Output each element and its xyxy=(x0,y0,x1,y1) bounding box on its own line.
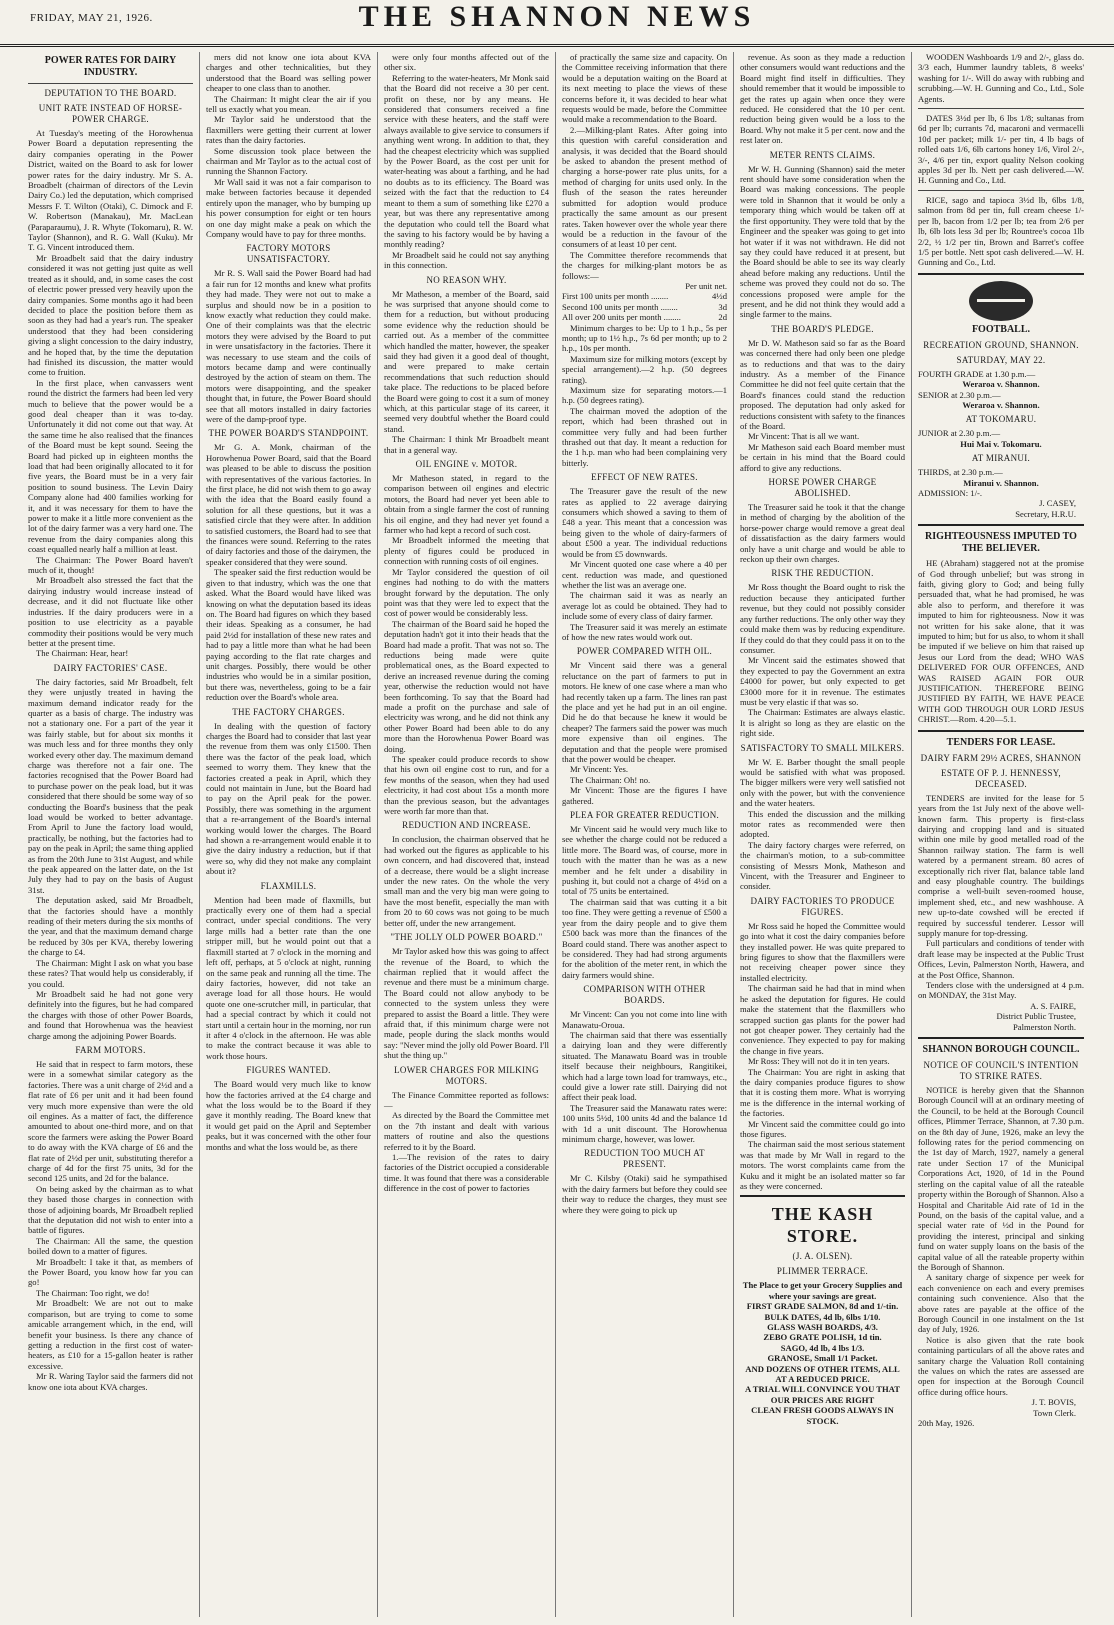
tenders-title: TENDERS FOR LEASE. xyxy=(946,736,1056,748)
football-icon xyxy=(969,281,1033,321)
fixture: THIRDS, at 2.30 p.m.— xyxy=(918,467,1003,478)
subhead: FIGURES WANTED. xyxy=(246,1065,331,1076)
column-6 xyxy=(912,52,1090,1617)
paragraph: of practically the same size and capacity. On the Committee receiving information that there would be a deputation waiting on the Board at its next meeting to place the views of these concerns before it, it was decided to hear what requests would be made, before the Committee would make a recommendation to the Board. xyxy=(562,52,727,125)
paragraph: The chairman moved the adoption of the report, which had been thrashed out in committee very fully and had been further thrashed out that day. It meant a reduction for the 1 h.p. man who had been complaining very bitterly. xyxy=(562,405,727,468)
subhead: THE POWER BOARD'S STANDPOINT. xyxy=(208,428,369,439)
fixture-match: Weraroa v. Shannon. xyxy=(962,379,1040,390)
paragraph: Some discussion took place between the chairman and Mr Taylor as to the actual cost of running the Shannon Factory. xyxy=(206,145,371,177)
tenders-sub: DAIRY FARM 29½ ACRES, SHANNON xyxy=(920,752,1082,763)
paragraph: The chairman said that there was essentially a dairying loan and they were differently situated. The Manawatu Board was in trouble itself because their neighbours, Rangitikei, which had a large town load for tramways, etc., could give a lower rate still. Dairying did not affect their peak load. xyxy=(562,1029,727,1103)
subhead: HORSE POWER CHARGE ABOLISHED. xyxy=(768,477,877,499)
paragraph: Maximum size for separating motors.—1 h.p. (50 degrees rating). xyxy=(562,385,727,406)
tenders-body: TENDERS are invited for the lease for 5 years from the 1st July next of the above well-known farm. This property is first-class dairying and cropping land and is situated within one mile by good metalled road of the Shannon railway station. The farm is well watered by a permanent stream. 80 acres of exceptionally rich river flat, balance table land and easy ploughable country. The buildings comprise a well-built seven-roomed house, implement shed, etc., and new washhouse. A new up-to-date cowshed will be erected if required by successful tenderer. Lessor will supply manure for top-dressing. xyxy=(918,792,1084,938)
paragraph: The dairy factories, said Mr Broadbelt, felt they were unjustly treated in having the maximum demand indicator ready for the quarter as a basis of charge. The industry was not a stationary one. For a part of the year it was fairly stable, but for about six months it was much less and for three months they only worked every other day. The maximum demand charge was therefore not a fair one. The factories recognised that the Power Board had to purchase power on the peak load, but it was considered that there should be some way of so conducting the Board's business that the peak load would be worked to better advantage. From April to June the factory load would, practically, be nothing, but the factories had to pay on the peak in April; the same thing applied as from the 20th June to 31st August, and while the peak appeared on the latter date, on the 1st July they had to pay on the basis of August 31st. xyxy=(28,676,193,895)
admission: ADMISSION: 1/-. xyxy=(918,487,982,498)
signature: Town Clerk. xyxy=(1033,1407,1076,1418)
signature: District Public Trustee, xyxy=(996,1011,1076,1022)
paragraph: Mr Vincent said the committee could go into those figures. xyxy=(740,1118,905,1139)
kash-store-ad xyxy=(740,1195,905,1426)
paragraph: The chairman of the Board said he hoped the deputation hadn't got it into their heads that the Board had made a profit. That was not so. The reductions being made were quite problematical ones, as the Board expected to derive an increased revenue during the coming year, otherwise the reduction would not have been forthcoming. To say that the Board had made a profit on the purchase and sale of electricity was wrong, and he did not think any other Power Board had been able to do any more than the Horowhenua Power Board was doing. xyxy=(384,618,549,754)
subhead: FACTORY MOTORS UNSATISFACTORY. xyxy=(246,243,331,265)
paragraph: Mr Vincent: Yes. xyxy=(570,764,629,775)
subhead: COMPARISON WITH OTHER BOARDS. xyxy=(583,984,706,1006)
rates-header: Per unit net. xyxy=(685,280,727,291)
column-1 xyxy=(22,52,200,1617)
paragraph: Mr Vincent: Those are the figures I have gathered. xyxy=(562,785,727,806)
paragraph: were only four months affected out of the other six. xyxy=(384,52,549,73)
paragraph: The chairman said he had that in mind when he asked the deputation for figures. He could make the statement that the flaxmillers who scrapped suction gas plants for the power had not got cheaper power. They certainly had the convenience. They expected to pay for making the change in five years. xyxy=(740,983,905,1056)
paragraph: At Tuesday's meeting of the Horowhenua Power Board a deputation representing the dairy companies operating in the Power District, waited on the Board to ask for lower power rates for the dairy industry. Mr S. A. Broadbelt (chairman of directors of the Levin Dairy Co.) led the deputation, which comprised Messrs F. T. Wilton (Otaki), C. Dimock and F. W. Robertson (Manakau), Mr. MacLean (Paraparaumu), J. R. Whyte (Tokomaru), R. W. Taylor (Shannon), and R. G. Wall (Kuku). Mr T. G. Vincent introduced them. xyxy=(28,128,193,253)
righteousness-title: RIGHTEOUSNESS IMPUTED TO THE BELIEVER. xyxy=(925,531,1077,555)
signature: J. T. BOVIS, xyxy=(1031,1397,1076,1408)
fixture-match: Weraroa v. Shannon. xyxy=(962,399,1040,410)
paragraph: The Treasurer said the Manawatu rates were: 100 units 5½d, 100 units 4d and the balance 1d with 1d a unit discount. The Horowhenua minimum charge, however, was lower. xyxy=(562,1102,727,1144)
tenders-body: Tenders close with the undersigned at 4 p.m. on MONDAY, the 31st May. xyxy=(918,980,1084,1001)
subhead: EFFECT OF NEW RATES. xyxy=(591,472,698,483)
paragraph: 1.—The revision of the rates to dairy factories of the District occupied a considerable time. It was found that there was a considerable difference in the cost of power to factories xyxy=(384,1152,549,1194)
righteousness-body: HE (Abraham) staggered not at the promise of God through unbelief; but was strong in faith, giving glory to God; and being fully persuaded that, what he had promised, he was able also to perform, and therefore it was imputed to him for righteousness. Now it was not written for his sake alone, that it was imputed to him; but for us also, to whom it shall be imputed if we believe on him that raised up Jesus our Lord from the dead; WHO WAS DELIVERED FOR OUR OFFENCES, AND WAS RAISED AGAIN FOR OUR JUSTIFICATION. THEREFORE BEING JUSTIFIED BY FAITH, WE HAVE PEACE WITH GOD THROUGH OUR LORD JESUS CHRIST.—Rom. 4.20—5.1. xyxy=(918,558,1084,725)
signature: Secretary, H.R.U. xyxy=(1015,508,1076,519)
rate-value: 3d xyxy=(718,301,727,312)
paragraph: The Committee therefore recommends that the charges for milking-plant motors be as follows:— xyxy=(562,249,727,281)
ad-tagline: The Place to get your Grocery Supplies and where your savings are great. xyxy=(742,1280,903,1301)
tenders-body: Full particulars and conditions of tender with draft lease may be inspected at the Public Trust Offices, Levin, Palmerston North, Hawera, and at the Post Office, Shannon. xyxy=(918,938,1084,980)
paragraph: The Board would very much like to know how the factories arrived at the £4 charge and what the loss would be to the Board if they gave it monthly reading. The Board knew that it would get paid on the April and September peaks, but it was concerned with the other four months and what the loss would be, as there xyxy=(206,1079,371,1152)
ad-item: FIRST GRADE SALMON, 8d and 1/-tin. xyxy=(746,1301,899,1312)
signature: A. S. FAIRE, xyxy=(1030,1000,1076,1011)
ad-title: THE KASH STORE. xyxy=(771,1204,874,1247)
paragraph: This ended the discussion and the milking motor rates as recommended were then adopted. xyxy=(740,808,905,840)
ad-rice: RICE, sago and tapioca 3½d lb, 6lbs 1/8, salmon from 8d per tin, full cream cheese 1/- per lb, bacon from 1/2 per lb; tea from 2/6 per lb, 6lb lots less 3d per lb; Rountree's cocoa 1lb 2/2, ½ 1/2 per tin, Brown and Barret's coffee 1/5 per bottle. Nett spot cash delivered.—W. H. Gunning and Co., Ltd. xyxy=(918,194,1084,268)
paragraph: Mr Ross: They will not do it in ten years. xyxy=(748,1056,890,1067)
paragraph: The Chairman: I think Mr Broadbelt meant that in a general way. xyxy=(384,434,549,455)
column-5 xyxy=(734,52,912,1617)
signature: Palmerston North. xyxy=(1012,1021,1076,1032)
fixture-match: Hui Mai v. Tokomaru. xyxy=(960,438,1042,449)
ad-owner: (J. A. OLSEN). xyxy=(792,1251,853,1262)
paragraph: Mr C. Kilsby (Otaki) said he sympathised with the dairy farmers but before they could see their way to reduce the charges, they must see where they were going to pick up xyxy=(562,1173,727,1215)
rate-value: 4½d xyxy=(711,291,727,302)
subhead: REDUCTION TOO MUCH AT PRESENT. xyxy=(584,1148,705,1170)
tenders-sub: ESTATE OF P. J. HENNESSY, DECEASED. xyxy=(941,767,1061,789)
paragraph: The Finance Committee reported as follows:— xyxy=(384,1089,549,1110)
paragraph: The Chairman: You are right in asking that the dairy companies produce figures to show that it is costing them more. What is worrying me is the difference in the internal working of the factories. xyxy=(740,1066,905,1119)
paragraph: Referring to the water-heaters, Mr Monk said that the Board did not receive a 30 per cent. profit on these, nor by any means. He considered that consumers received a fine service with these heaters, and the staff were always available to give service to consumers if anything went wrong. In addition to that, they had the cheapest electricity which was supplied by the Power Board, as the cost per unit for water-heating was about a farthing, and he had no doubts as to its efficiency. The Board was seized with the fact that the reduction to £4 meant to them a sum of something like £270 a year, but was there any representative among the deputation who could tell the Board what the saving to his factory would be by having a monthly reading? xyxy=(384,72,549,250)
ad-item: AND DOZENS OF OTHER ITEMS, ALL AT A REDUCED PRICE. xyxy=(745,1363,900,1385)
paragraph: The Chairman: Might I ask on what you base these rates? That would help us considerably, if you could. xyxy=(28,957,193,989)
paragraph: Mr R. S. Wall said the Power Board had had a fair run for 12 months and knew what profits they had made. They were not out to make a surplus and should now be in a position to know exactly what reduction they could make. One of their complaints was that the electric motors they were advised by the Board to put in were unsatisfactory in the factories. There it was necessary to use steam and the coils of motors became damp and were continually destroyed by the action of steam on them. The motors were disappointing, and the speaker thought that, in future, the Power Board should see that all motors installed in dairy factories were of the damp-proof type. xyxy=(206,268,371,424)
paragraph: Mr W. E. Barber thought the small people would be satisfied with what was proposed. The bigger milkers were very well satisfied not only with the power, but with the convenience and the water heaters. xyxy=(740,756,905,809)
ad-item: GLASS WASH BOARDS, 4/3. xyxy=(767,1322,878,1333)
fixture: JUNIOR at 2.30 p.m.— xyxy=(918,428,1001,439)
column-2 xyxy=(200,52,378,1617)
subhead: POWER COMPARED WITH OIL. xyxy=(576,646,713,657)
rate-row xyxy=(562,312,727,322)
paragraph: The dairy factory charges were referred, on the chairman's motion, to a sub-committee consisting of Messrs Monk, Matheson and Vincent, with the Treasurer and Engineer to consider. xyxy=(740,839,905,892)
football-title: FOOTBALL. xyxy=(971,323,1031,335)
paragraph: Mr G. A. Monk, chairman of the Horowhenua Power Board, said that the Board was pleased to be able to discuss the position with representatives of the various factories. In the first place, he did not wish them to go away with the idea that the Board easily found a solution for all these questions, but it was a satisfied circle that they were after. In addition to satisfied customers, the Board had to see that the finances were sound. Referring to the rates of dairy factories and those of the dairymen, the speaker considered that they were sound. xyxy=(206,442,371,567)
subhead: THE BOARD'S PLEDGE. xyxy=(771,323,874,334)
rate-label: All over 200 units per month ........ xyxy=(562,312,681,323)
ad-address: PLIMMER TERRACE. xyxy=(776,1266,869,1277)
subhead: METER RENTS CLAIMS. xyxy=(769,149,876,160)
paragraph: In conclusion, the chairman observed that he had worked out the figures as applicable to his own concern, and had discovered that, instead of a decrease, there would be a slight increase under the new rates. On the whole the very small man and the very big man were going to have the most benefit, especially the man with from 20 to 60 cows was not going to be much better off, under the new arrangement. xyxy=(384,834,549,928)
subhead: FLAXMILLS. xyxy=(260,880,317,891)
paragraph: Mr Matheson, a member of the Board, said he was surprised that anyone should come to them for a reduction, but without producing some evidence why the reduction should be carried out. As a member of the committee which handled the matter, however, the speaker said they had given it a good deal of thought, and were prepared to make certain recommendations that such reduction should take place. The reductions to be placed before the Board were going to cost it a sum of money which, at this particular stage of its career, it seemed very doubtful whether the Board could stand. xyxy=(384,288,549,434)
paragraph: 2.—Milking-plant Rates. After going into this question with careful consideration and analysis, it was decided that the Board should be asked to abandon the present method of charging a horse-power rate plus units, for a method of charging for units used only. In the flush of the season the rates hereunder submitted for adoption would produce practically the same amount as our present rates. Taken however over the whole year there would be a reduction in the favour of the consumers of at least 10 per cent. xyxy=(562,124,727,250)
subhead: DAIRY FACTORIES TO PRODUCE FIGURES. xyxy=(750,895,895,917)
subhead: LOWER CHARGES FOR MILKING MOTORS. xyxy=(394,1064,539,1086)
rate-row xyxy=(562,291,727,301)
ad-item: CLEAN FRESH GOODS ALWAYS IN STOCK. xyxy=(751,1405,894,1426)
masthead xyxy=(0,0,1114,47)
column-3 xyxy=(378,52,556,1617)
ad-item: ZEBO GRATE POLISH, 1d tin. xyxy=(763,1332,882,1343)
fixture: SENIOR at 2.30 p.m.— xyxy=(918,389,1001,400)
fixture-match: Miranui v. Shannon. xyxy=(963,477,1039,488)
paragraph: Mr Vincent: That is all we want. xyxy=(748,431,860,442)
paragraph: He said that in respect to farm motors, these were in a somewhat similar category as the factories. There was a unit charge of 2½d and a flat rate of £6 per unit and it had been found very much more expensive than were the old oil engines. As a matter of fact, the difference amounted to about one-third more, and on that score the farmers were asking the Power Board to do away with the KVA charge of £6 and the flat rate of 2½d per unit, substituting therefor a charge of 4d for the first 75 units, 3d for the second 125 units, and 2d for the balance. xyxy=(28,1058,193,1184)
paragraph: On being asked by the chairman as to what they based those charges in connection with those of adjoining boards, Mr Broadbelt replied that the deputation did not wish to enter into a battle of figures. xyxy=(28,1183,193,1236)
paragraph: Mr D. W. Matheson said so far as the Board was concerned there had only been one pledge as to reductions and that was to the dairy industry. As a member of the Finance Committee he did not feel quite certain that the Board's finances could stand the reduction proposed. The deputation had only asked for reductions consistent with safety to the finances of the Board. xyxy=(740,337,905,431)
issue-date: FRIDAY, MAY 21, 1926. xyxy=(30,12,153,24)
paragraph: Mr Ross said he hoped the Committee would go into what it cost the dairy companies before they installed power. He was quite prepared to bring figures to show that the flaxmillers were not receiving cheaper power since they installed electricity. xyxy=(740,920,905,983)
paragraph: The chairman said it was as nearly an average lot as could be obtained. They had to include some of every class of dairy farmer. xyxy=(562,590,727,622)
ad-dates: DATES 3½d per lb, 6 lbs 1/8; sultanas from 6d per lb; currants 7d, macaroni and vermacelli 10d per packet; milk 1/- per tin, 4 lb bags of rolled oats 1/6, 6lb cartons honey 1/6, Virol 2/-, 3/-, 4/6 per tin, export quality Nelson cooking apples 3d per lb. Nett per cash delivered.—W. H. Gunning and Co., Ltd. xyxy=(918,113,1084,186)
paragraph: The Treasurer said it was merely an estimate of how the new rates would work out. xyxy=(562,621,727,642)
subhead: THE FACTORY CHARGES. xyxy=(232,706,345,717)
paragraph: The Chairman: Too right, we do! xyxy=(36,1287,150,1298)
paragraph: Mr Vincent said he would very much like to see whether the charge could not be reduced a little more. The Board was, of course, more in touch with the matter than he was as a new member and he felt under a disability in pushing it, but could not a charge of 4½d on a total of 75 units be entertained. xyxy=(562,824,727,897)
rate-value: 2d xyxy=(718,312,727,323)
paragraph: Mr Ross thought the Board ought to risk the reduction because they anticipated further revenue, but they could not possibly consider any further reductions. The only other way they could make them was by reducing expenditure. If they could do that they could pass it on to the consumer. xyxy=(740,582,905,655)
ad-item: BULK DATES, 4d lb, 6lbs 1/10. xyxy=(764,1311,881,1322)
paragraph: Mr Taylor considered the question of oil engines had nothing to do with the matters brought forward by the deputation. The only point was that they were led to expect that the cost of power would be considerably less. xyxy=(384,566,549,619)
paragraph: The deputation asked, said Mr Broadbelt, that the factories should have a monthly reading of their meters during the six months of the year, and that the maximum demand charge be reduced by 30s per KVA, thereby lowering the charge to £4. xyxy=(28,895,193,958)
subhead: RISK THE REDUCTION. xyxy=(771,568,874,579)
paragraph: The Chairman: Hear, hear! xyxy=(36,648,129,659)
paragraph: Mention had been made of flaxmills, but practically every one of them had a special contract, under special conditions. The very large mills had a better rate than the one stripper mill, but he would point out that a flaxmill started at 7 o'clock in the morning and left off, perhaps, at 5 o'clock at night, running on the same peak and running all the time. The dairy factories, however, did not take an average load for all those hours. He would quote one one-scrutcher mill, in particular, that had a special contract by which it could not start until a certain hour in the morning, nor run it after 4 o'clock in the afternoon. He was able to make the contract because it was able to work those hours. xyxy=(206,894,371,1061)
paragraph: The Chairman: All the same, the question boiled down to a matter of figures. xyxy=(28,1235,193,1257)
column-4 xyxy=(556,52,734,1617)
paragraph: Mr Taylor asked how this was going to affect the revenue of the Board, to which the chairman replied that it would affect the revenue and there must be a minimum charge. The Board could not allow anybody to be connected to the system unless they were prepared to assist the Board a little. They were afraid that, if this minimum charge were not made, people during the slack months would say: "Never mind the jolly old Power Board. I'll shut the thing up." xyxy=(384,946,549,1061)
council-body: NOTICE is hereby given that the Shannon Borough Council will at an ordinary meeting of the Council, to be held at the Borough Council offices, Plimmer Terrace, Shannon, at 7.30 p.m. on the 8th day of June, 1926, make an levy the following rates for the period commencing on the 1st day of March, 1927, namely a general rate under Section 17 of the Municipal Corporations Act, 1920, of 1d in the Pound sterling on the capital value of all the rateable property within the Borough of Shannon. Also a Hospital and Charitable Aid rate of 1d in the Pound, on the basis of the capital value, and a special water rate of ½d in the Pound for providing the interest, principal and sinking fund on water supply loans on the basis of the capital value of all the rateable property within the Borough of Shannon. xyxy=(918,1085,1084,1272)
paragraph: Mr Vincent quoted one case where a 40 per cent. reduction was made, and questioned whether the list was an average one. xyxy=(562,559,727,590)
council-body: Notice is also given that the rate book containing particulars of all the above rates and sanitary charge the Valuation Roll containing the values on which the rates are assessed are open for inspection at the Borough Council office during office hours. xyxy=(918,1334,1084,1397)
subhead: PLEA FOR GREATER REDUCTION. xyxy=(569,810,720,821)
notice-date: 20th May, 1926. xyxy=(918,1418,975,1429)
fixture-venue: AT TOKOMARU. xyxy=(965,414,1037,425)
subhead: "THE JOLLY OLD POWER BOARD." xyxy=(390,932,543,943)
fixture: FOURTH GRADE at 1.30 p.m.— xyxy=(918,368,1036,379)
subhead: NO REASON WHY. xyxy=(426,274,507,285)
paragraph: Mr Broadbelt: I take it that, as members of the Power Board, you know how far you can go! xyxy=(28,1256,193,1288)
paragraph: The Chairman: Oh! no. xyxy=(570,774,651,785)
paragraph: Mr Broadbelt: We are not out to make comparison, but are trying to come to some amicable arrangement which, in the end, will benefit your business. Is there any chance of getting a reduction in the first cost of water-heaters, as £10 for a 15-gallon heater is rather excessive. xyxy=(28,1298,193,1371)
paragraph: Minimum charges to be: Up to 1 h.p., 5s per month; up to 1½ h.p., 7s 6d per month; up to 2 h.p., 10s per month. xyxy=(562,322,727,354)
football-ground: RECREATION GROUND, SHANNON. xyxy=(923,339,1079,350)
ad-washboards: WOODEN Washboards 1/9 and 2/-, glass do. 3/3 each, Hummer laundry tablets, 8 weeks' washing for 1/-. Will do away with rubbing and scrubbing.—W. H. Gunning and Co., Ltd., Sole Agents. xyxy=(918,52,1084,104)
paragraph: Mr Matheson stated, in regard to the comparison between oil engines and electric motors, the Board had never yet been able to obtain from a single farmer the cost of running his oil engine, and they had never yet found a farmer who had kept a record of such cost. xyxy=(384,473,549,536)
paragraph: Mr Broadbelt said that the dairy industry considered it was not getting just quite as well treated as it should, and, in some cases the cost of electric power pressed very heavily upon the dairy companies. Some months ago it had been decided to place the position before them as soon as they had had a year's run. The speaker understood that they had been considering giving a slight concession to the dairy industry, and he hoped that, by the time the deputation had finished its discussion, the matter would come to fruition. xyxy=(28,252,193,378)
council-sub: NOTICE OF COUNCIL'S INTENTION TO STRIKE RATES. xyxy=(923,1060,1079,1082)
paragraph: The Chairman: The Power Board haven't much of it, though! xyxy=(28,554,193,576)
paragraph: Mr Vincent said there was a general reluctance on the part of farmers to put in motors. He knew of one case where a man who had recently taken up a farm. The lines ran past the place and yet he had put in an oil engine. Did he do that because he knew it would be cheaper? The farmers said the power was much more expensive than oil engines. The deputation and that the people were promised that the power would be cheaper. xyxy=(562,660,727,764)
paragraph: The speaker could produce records to show that his own oil engine cost to run, and for a few months of the season, when they had used electricity, it had cost about 15s a month more than the previous season, but the advantages were worth far more than that. xyxy=(384,754,549,817)
paragraph: revenue. As soon as they made a reduction other consumers would want reductions and the Board might find itself in difficulties. They should remember that it would be impossible to get the rates up again when once they were reduced. He considered that the 10 per cent. reduction being given would be a loss to the Board. Why not make it 5 per cent. now and the rest later on. xyxy=(740,52,905,146)
paragraph: Mr Broadbelt informed the meeting that plenty of figures could be produced in connection with running costs of oil engines. xyxy=(384,535,549,567)
ad-item: GRANOSE, Small 1/1 Packet. xyxy=(767,1353,878,1364)
rate-label: Second 100 units per month ........ xyxy=(562,301,678,312)
paragraph: In dealing with the question of factory charges the Board had to consider that last year the revenue from them was only £1500. Then there was the factor of the peak load, which seemed to worry them. They knew that the factories created a peak in April, which they could not maintain in June, but the Board had to pay on the April peak for the power. Possibly, there was something in the argument that a re-arrangement of the Board's internal working would lower the charges. The Board had shown a re-arrangement would enable it to give the dairy industry a reduction, but if that were so, why did they not make any complaint about it? xyxy=(206,720,371,877)
subhead: DAIRY FACTORIES' CASE. xyxy=(53,662,168,673)
paragraph: The speaker said the first reduction would be given to that industry, which was the one that asked. What the Board would have liked was knowing on what the deputation based its ideas on. The Board had figures on which they based their ideas. Speaking as a consumer, he had paid 2½d for installation of these new rates and had to pay a little more than what he had been paying according to the flat rate charges and unit charges. Possibly, there would be other industries who would be in a similar position, but there was, nevertheless, going to be a fair reduction over the Board's whole area. xyxy=(206,567,371,703)
paragraph: Mr Broadbelt said he could not say anything in this connection. xyxy=(384,249,549,271)
subhead: SATISFACTORY TO SMALL MILKERS. xyxy=(740,742,905,753)
paragraph: Mr Taylor said he understood that the flaxmillers were getting their current at lower rates than the dairy factories. xyxy=(206,114,371,146)
paragraph: Maximum size for milking motors (except by special arrangement).—2 h.p. (50 degrees rating). xyxy=(562,353,727,385)
council-title: SHANNON BOROUGH COUNCIL. xyxy=(922,1044,1080,1056)
paragraph: The chairman said that was cutting it a bit too fine. They were getting a revenue of £500 a year from the dairy people and to give them £500 back was more than the finances of the Board could stand. There was another aspect to be considered. They had had strong arguments for the abolition of the meter rent, in which the dairy farmers would shine. xyxy=(562,896,727,980)
paragraph: The Chairman: It might clear the air if you tell us exactly what you mean. xyxy=(206,93,371,115)
football-date: SATURDAY, MAY 22. xyxy=(956,354,1046,365)
paragraph: The Treasurer said he took it that the change in method of charging by the abolition of the horse-power charge would remove a great deal of dissatisfaction as the dairy farmers would only have a unit charge and would be able to reckon up their own charges. xyxy=(740,502,905,565)
subhead: UNIT RATE INSTEAD OF HORSE-POWER CHARGE. xyxy=(38,103,183,124)
signature: J. CASEY, xyxy=(1039,498,1076,509)
paragraph: Mr Vincent said the estimates showed that they expected to pay the Government an extra £4000 for power, but only expected to get £3000 more for it in revenue. The estimates must be very elastic if that was so. xyxy=(740,655,905,707)
columns xyxy=(22,52,1094,1617)
paragraph: The Treasurer gave the result of the new rates as applied to 22 average dairying consumers which showed a saving to them of £48 a year. This meant that a concession was being given to the whole of dairy-farmers of about £500 a year. The individual reductions would be from £5 downwards. xyxy=(562,486,727,559)
subhead: DEPUTATION TO THE BOARD. xyxy=(44,88,177,98)
paragraph: Mr Wall said it was not a fair comparison to make between factories because it depended entirely upon the manager, who by bumping up his power consumption for eight or ten hours on one day might make a peak on which the Company would have to pay for three months. xyxy=(206,176,371,239)
paragraph: Mr Vincent: Can you not come into line with Manawatu-Oroua. xyxy=(562,1009,727,1030)
paragraph: Mr Matheson said each Board member must be certain in his mind that the Board could afford to give any reductions. xyxy=(740,441,905,473)
paragraph: Mr W. H. Gunning (Shannon) said the meter rent should have some consideration when the Board was making concessions. The people were told in Shannon that it would be only a temporary thing which would be taken off at the first opportunity. They were told that by the Engineer and the speaker was going to get into hot water if it was not withdrawn. He did not say they could have reduced it at present, but the Board should be able to see its way clearly ahead before making any reductions. Until the scheme was proved they could not do so. The concessions proposed were ample for the present, and he did not think they would add a single farmer to the mains. xyxy=(740,163,905,320)
headline: POWER RATES FOR DAIRY INDUSTRY. xyxy=(44,55,177,78)
subhead: REDUCTION AND INCREASE. xyxy=(402,820,531,831)
paper-title: THE SHANNON NEWS xyxy=(358,0,756,33)
paragraph: Mr Broadbelt also stressed the fact that the dairying industry would increase instead of decrease, and it did not fluctuate like other industries. If the dairy producers were in a position to use electricity as a payable commodity their positions would be very much better at the present time. xyxy=(28,575,193,648)
paragraph: Mr Broadbelt said he had not gone very definitely into the figures, but he had compared the charges with those of other Power Boards, and found that Horowhenua was the heaviest charge among the adjoining Power Boards. xyxy=(28,988,193,1041)
ad-item: A TRIAL WILL CONVINCE YOU THAT OUR PRICES ARE RIGHT xyxy=(745,1384,900,1405)
paragraph: mers did not know one iota about KVA charges and other technicalities, but they understood that the Board was selling power cheaper to one class than to another. xyxy=(206,52,371,94)
rate-row xyxy=(562,302,727,312)
fixture-venue: AT MIRANUI. xyxy=(971,453,1031,464)
paragraph: The Chairman: Estimates are always elastic. It is alright so long as they are elastic on the right side. xyxy=(740,707,905,739)
paragraph: As directed by the Board the Committee met on the 7th instant and dealt with various matters of routine and also the questions referred to it by the Board. xyxy=(384,1110,549,1152)
ad-item: SAGO, 4d lb, 4 lbs 1/3. xyxy=(780,1342,865,1353)
paragraph: The chairman said the most serious statement was that made by Mr Wall in regard to the motors. The worst complaints came from the Kuku and it might be an isolated matter so far as they were concerned. xyxy=(740,1139,905,1191)
council-body: A sanitary charge of sixpence per week for each convenience on each and every premises containing such convenience. Also that the above rates are payable at the office of the Borough Council in one instalment on the 1st day of July, 1926. xyxy=(918,1272,1084,1335)
paragraph: Mr R. Waring Taylor said the farmers did not know one iota about KVA charges. xyxy=(28,1371,193,1392)
rate-label: First 100 units per month ........ xyxy=(562,291,669,302)
paragraph: In the first place, when canvassers went round the district the farmers had been led very much to believe that the power would be a good deal cheaper than it was to-day. Unfortunately it did not come out that way. At the same time he also realised that the finances of the Board must be kept sound. Seeing the Board had picked up in eighteen months the load that had been originally allocated to it for five years, the Board must be in a very fair position to sound business. The Levin Dairy Company alone had 400 families working for it, and it was necessary for them to have the power to make it a little more convenient as the lot of the dairy farmer was a very hard one. The revenue from the dairy companies along this coast equalled nearly half a million at least. xyxy=(28,377,193,555)
subhead: OIL ENGINE v. MOTOR. xyxy=(415,459,518,470)
football-notice xyxy=(918,281,1084,519)
subhead: FARM MOTORS. xyxy=(75,1044,146,1055)
